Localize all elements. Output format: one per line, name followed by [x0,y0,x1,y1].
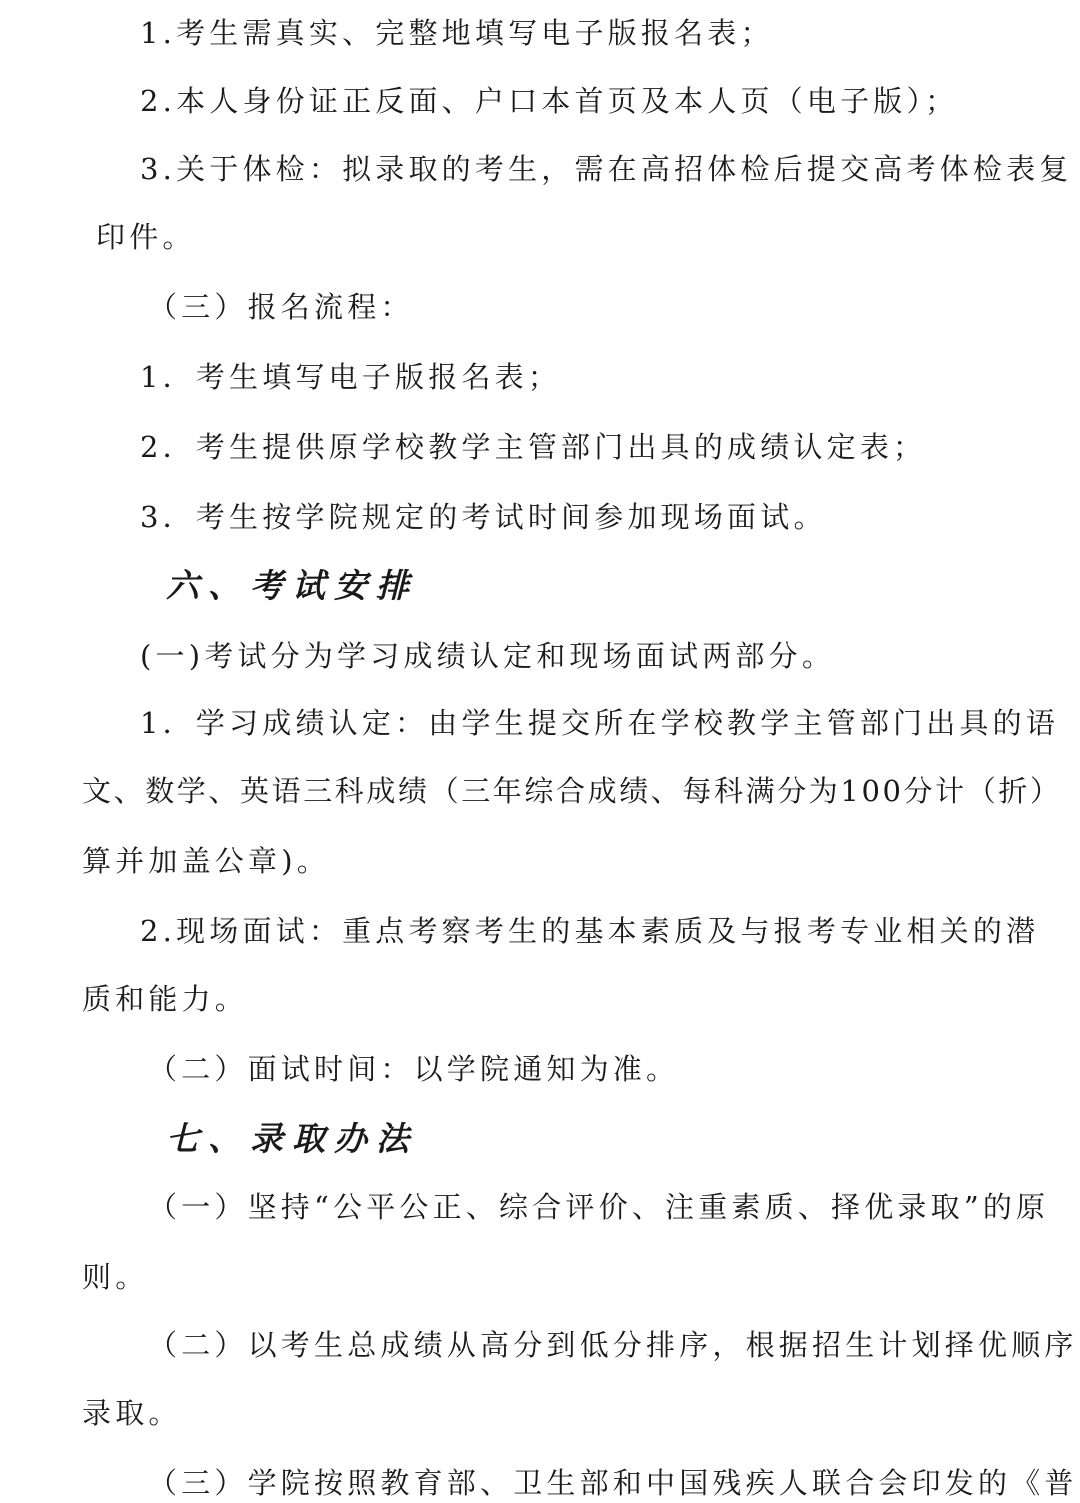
section-heading-exam: 六、考试安排 [166,566,418,605]
process-step-3: 3．考生按学院规定的考试时间参加现场面试。 [140,500,827,534]
exam-paragraph-1: (一)考试分为学习成绩认定和现场面试两部分。 [140,639,836,673]
admission-paragraph-1-line-2: 则。 [82,1260,149,1294]
requirement-3-line-1: 3.关于体检：拟录取的考生，需在高招体检后提交高考体检表复 [140,152,1073,186]
admission-paragraph-3-line-1: （三）学院按照教育部、卫生部和中国残疾人联合会印发的《普 [148,1466,1078,1500]
process-title: （三）报名流程： [148,290,414,324]
admission-paragraph-2-line-2: 录取。 [82,1396,182,1430]
exam-paragraph-3-line-1: 2.现场面试：重点考察考生的基本素质及与报考专业相关的潜 [140,914,1040,948]
section-heading-admission: 七、录取办法 [166,1119,418,1158]
exam-paragraph-2-line-1: 1．学习成绩认定：由学生提交所在学校教学主管部门出具的语 [140,706,1060,740]
exam-paragraph-2-line-2: 文、数学、英语三科成绩（三年综合成绩、每科满分为100分计（折） [82,774,1062,808]
exam-paragraph-2-line-3: 算并加盖公章)。 [82,844,330,878]
exam-paragraph-3-line-2: 质和能力。 [82,982,249,1016]
admission-paragraph-1-line-1: （一）坚持“公平公正、综合评价、注重素质、择优录取”的原 [148,1190,1050,1224]
requirement-1: 1.考生需真实、完整地填写电子版报名表； [140,16,774,50]
requirement-3-line-2: 印件。 [96,220,196,254]
exam-paragraph-4: （二）面试时间：以学院通知为准。 [148,1052,680,1086]
process-step-1: 1．考生填写电子版报名表； [140,360,562,394]
requirement-2: 2.本人身份证正反面、户口本首页及本人页（电子版）； [140,84,959,118]
admission-paragraph-2-line-1: （二）以考生总成绩从高分到低分排序，根据招生计划择优顺序 [148,1328,1078,1362]
process-step-2: 2．考生提供原学校教学主管部门出具的成绩认定表； [140,430,927,464]
